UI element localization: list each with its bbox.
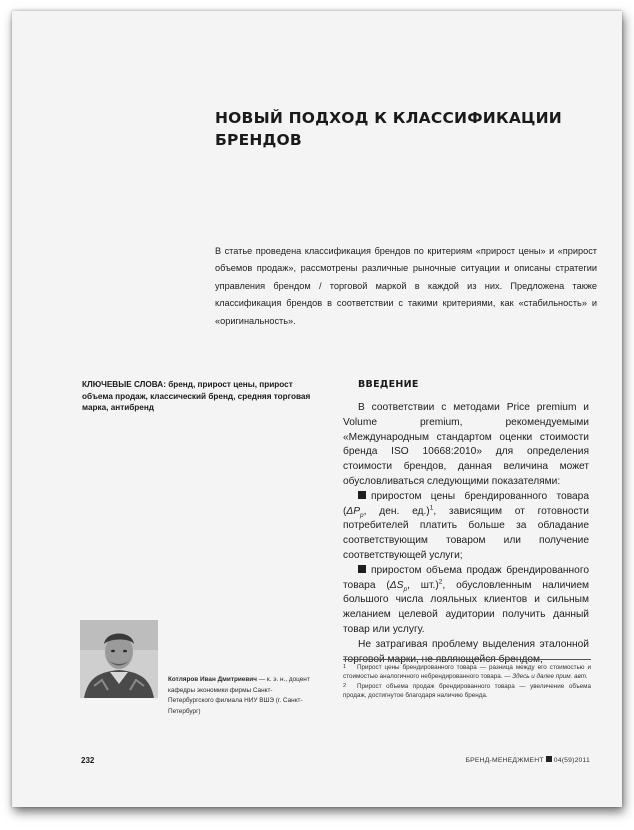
author-name: Котляров Иван Дмитриевич xyxy=(168,676,257,683)
article-title xyxy=(215,107,575,151)
author-photo xyxy=(80,620,158,698)
intro-paragraph-1: В соответствии с методами Price premium и Volume premium, рекомендуемыми «Международным стандартом оценки стоимости бренда ISO 10668:2010» для определения стоимости брендов, данная величина может обусловливаться следующими показателями: xyxy=(343,402,589,487)
square-bullet-icon xyxy=(358,491,366,499)
square-bullet-icon xyxy=(358,565,366,573)
footnote-1: 1 Прирост цены брендированного товара — разница между его стоимостью и стоимостью аналогичного небрендированного товара. — Здесь и далее прим. авт. xyxy=(343,664,591,681)
bullet-item-volume-premium: приростом объема продаж брендированного товара ($\Delta S_p$, шт.)$^2$, обусловленным наличием большого числа лояльных клиентов и сильным желанием целевой аудитории получить данный товар или услугу. xyxy=(343,564,589,635)
footnotes xyxy=(343,663,591,701)
keywords-label: КЛЮЧЕВЫЕ СЛОВА: xyxy=(82,380,166,389)
footnote-divider xyxy=(343,659,591,660)
title-line-2: БРЕНДОВ xyxy=(215,131,302,149)
keywords-block xyxy=(82,379,322,414)
body-text xyxy=(343,401,589,667)
article-abstract: В статье проведена классификация брендов по критериям «прирост цены» и «прирост объемов продаж», рассмотрены различные рыночные ситуации и описаны стратегии управления брендом / торговой маркой в каждой из них. Предложена также классификация брендов в соответствии с такими критериями, как «стабильность» и «оригинальность». xyxy=(215,246,597,326)
page-number: 232 xyxy=(81,756,95,765)
section-heading-introduction: ВВЕДЕНИЕ xyxy=(358,379,419,390)
author-bio: — к. э. н., доцент кафедры экономики фирмы Санкт-Петербургского филиала НИУ ВШЭ (г. Санкт-Петербург) xyxy=(168,676,310,715)
bullet-item-price-premium: приростом цены брендированного товара ($\Delta P_p$, ден. ед.)$^1$, зависящим от готовности потребителей платить больше за обладание соответствующим товаром или получение соответствующей услуги; xyxy=(343,490,589,561)
footnote-2: 2 Прирост объема продаж брендированного товара — увеличение объема продаж, достигнутое благодаря наличию бренда. xyxy=(343,682,591,700)
keywords-text: бренд, прирост цены, прирост объема продаж, классический бренд, средняя торговая марка, антибренд xyxy=(82,380,311,412)
author-info xyxy=(168,675,316,717)
journal-issue: 04(59)2011 xyxy=(553,757,590,764)
footnote-ref-2: 2 xyxy=(438,578,443,586)
journal-footer xyxy=(465,756,590,764)
journal-name: БРЕНД-МЕНЕДЖМЕНТ xyxy=(465,757,544,764)
intro-paragraph-2: Не затрагивая проблему выделения эталонной торговой марки, не являющейся брендом, xyxy=(343,638,589,665)
document-page xyxy=(12,11,622,807)
square-separator-icon xyxy=(546,756,552,762)
footnote-ref-1: 1 xyxy=(429,504,434,512)
title-line-1: НОВЫЙ ПОДХОД К КЛАССИФИКАЦИИ xyxy=(215,109,562,127)
